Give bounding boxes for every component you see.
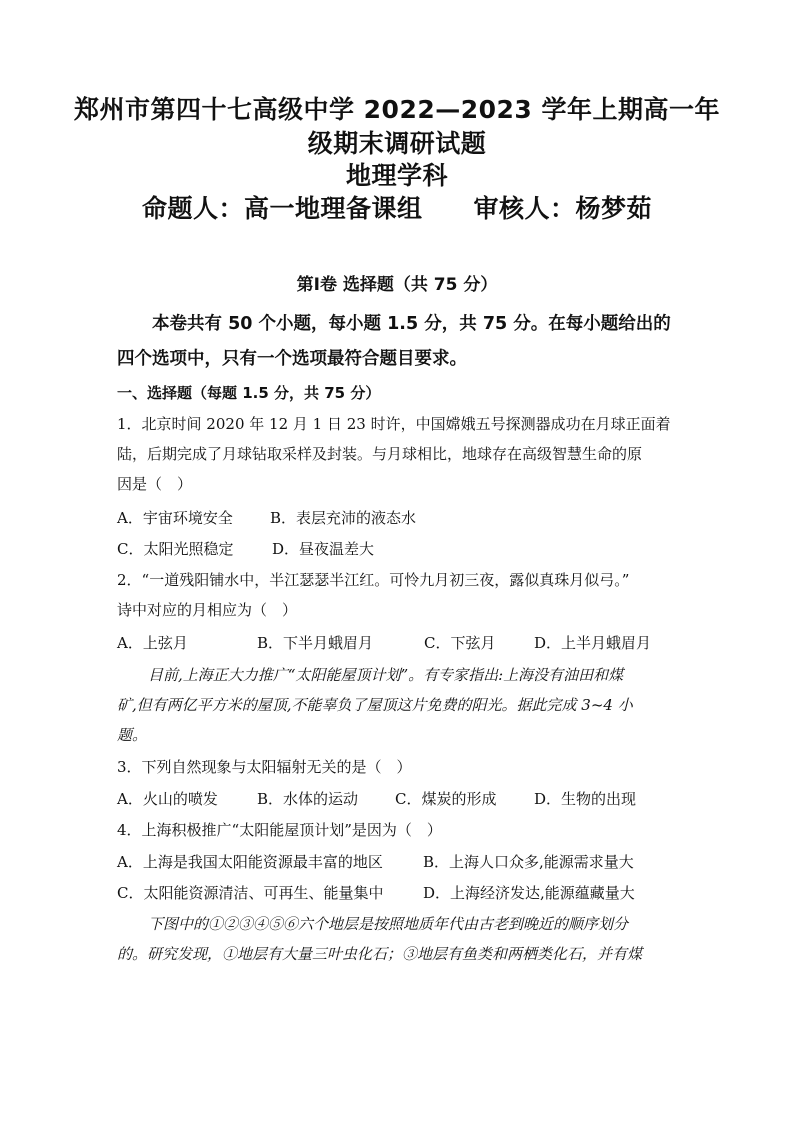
q2-option-b: B．下半月蛾眉月 xyxy=(257,634,374,652)
q1-stem-line3: 因是（ ） xyxy=(117,475,193,493)
q3-option-a: A．火山的喷发 xyxy=(117,790,218,808)
q4-option-b: B．上海人口众多,能源需求量大 xyxy=(423,853,634,871)
q3-stem: 3．下列自然现象与太阳辐射无关的是（ ） xyxy=(117,758,412,776)
material2-line1: 下图中的①②③④⑤⑥六个地层是按照地质年代由古老到晚近的顺序划分 xyxy=(148,915,629,933)
material1-line1: 目前,上海正大力推广“太阳能屋顶计划”。有专家指出:上海没有油田和煤 xyxy=(148,666,624,684)
q2-option-a: A．上弦月 xyxy=(117,634,188,652)
q3-option-c: C．煤炭的形成 xyxy=(395,790,497,808)
q1-stem-line1: 1．北京时间 2020 年 12 月 1 日 23 时许，中国嫦娥五号探测器成功在月球正面着 xyxy=(117,415,671,433)
section-intro-line2: 四个选项中，只有一个选项最符合题目要求。 xyxy=(117,349,467,369)
q4-option-c: C．太阳能资源清洁、可再生、能量集中 xyxy=(117,884,384,902)
q1-option-b: B．表层充沛的液态水 xyxy=(270,509,417,527)
q2-stem-line2: 诗中对应的月相应为（ ） xyxy=(117,601,298,619)
exam-title-line2: 级期末调研试题 xyxy=(307,129,487,158)
q2-stem-line1: 2．“一道残阳铺水中，半江瑟瑟半江红。可怜九月初三夜，露似真珠月似弓。” xyxy=(117,571,630,589)
q1-stem-line2: 陆，后期完成了月球钻取采样及封装。与月球相比，地球存在高级智慧生命的原 xyxy=(117,445,643,463)
q2-option-d: D．上半月蛾眉月 xyxy=(534,634,652,652)
material2-line2: 的。研究发现，①地层有大量三叶虫化石；③地层有鱼类和两栖类化石，并有煤 xyxy=(117,945,643,963)
part-heading: 一、选择题（每题 1.5 分，共 75 分） xyxy=(117,384,381,402)
material1-line3: 题。 xyxy=(117,726,148,744)
exam-title-line1: 郑州市第四十七高级中学 2022—2023 学年上期高一年 xyxy=(73,95,721,124)
exam-subject: 地理学科 xyxy=(345,161,448,190)
q4-option-a: A．上海是我国太阳能资源最丰富的地区 xyxy=(117,853,383,871)
section-title: 第Ⅰ卷 选择题（共 75 分） xyxy=(296,275,498,295)
q2-option-c: C．下弦月 xyxy=(424,634,496,652)
q1-option-c: C．太阳光照稳定 xyxy=(117,540,234,558)
exam-authors: 命题人：高一地理备课组 审核人：杨梦茹 xyxy=(141,194,652,223)
section-intro-line1: 本卷共有 50 个小题，每小题 1.5 分，共 75 分。在每小题给出的 xyxy=(152,314,671,334)
q1-option-a: A．宇宙环境安全 xyxy=(117,509,233,527)
q4-stem: 4．上海积极推广“太阳能屋顶计划”是因为（ ） xyxy=(117,821,442,839)
q3-option-d: D．生物的出现 xyxy=(534,790,637,808)
q1-option-d: D．昼夜温差大 xyxy=(272,540,375,558)
q3-option-b: B．水体的运动 xyxy=(257,790,359,808)
material1-line2: 矿,但有两亿平方米的屋顶,不能辜负了屋顶这片免费的阳光。据此完成 3~4 小 xyxy=(117,696,633,714)
q4-option-d: D．上海经济发达,能源蕴藏量大 xyxy=(423,884,635,902)
